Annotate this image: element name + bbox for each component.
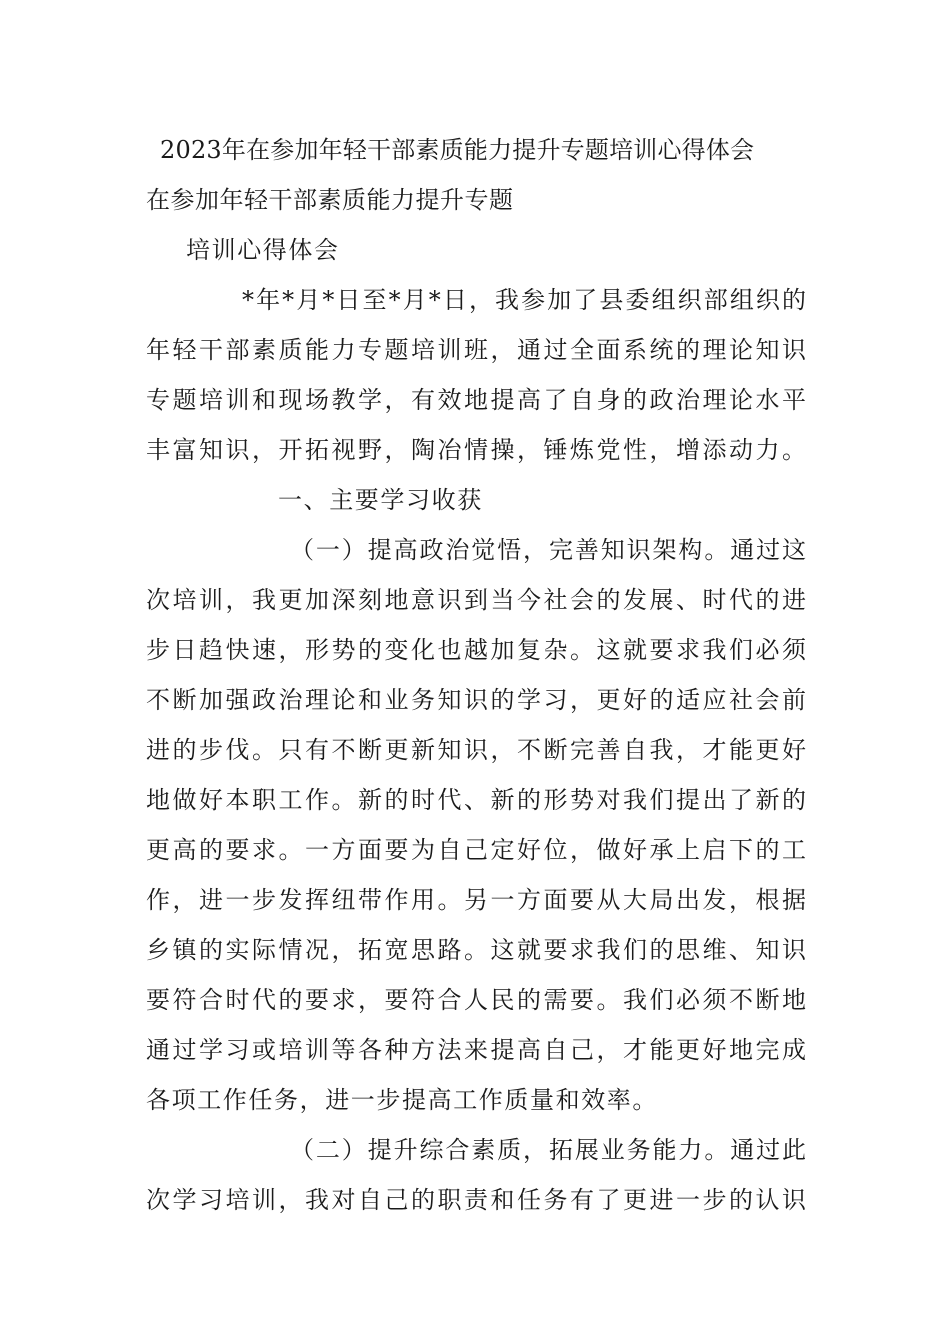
para1-line-5: 进的步伐。只有不断更新知识，不断完善自我，才能更好: [146, 736, 806, 764]
para2-line-2: 次学习培训，我对自己的职责和任务有了更进一步的认识: [146, 1186, 806, 1214]
para1-line-4: 不断加强政治理论和业务知识的学习，更好的适应社会前: [146, 686, 806, 714]
para1-line-9: 乡镇的实际情况，拓宽思路。这就要求我们的思维、知识: [146, 936, 806, 964]
para2-line-1: （二）提升综合素质，拓展业务能力。通过此: [290, 1136, 806, 1164]
para1-line-6: 地做好本职工作。新的时代、新的形势对我们提出了新的: [146, 786, 806, 814]
intro-line-4: 丰富知识，开拓视野，陶冶情操，锤炼党性，增添动力。: [146, 436, 806, 464]
para1-line-8: 作，进一步发挥纽带作用。另一方面要从大局出发，根据: [146, 886, 806, 914]
subtitle-line-1: 在参加年轻干部素质能力提升专题: [146, 186, 514, 214]
para1-line-7: 更高的要求。一方面要为自己定好位，做好承上启下的工: [146, 836, 806, 864]
intro-line-3: 专题培训和现场教学，有效地提高了自身的政治理论水平: [146, 386, 806, 414]
document-title: 2023年在参加年轻干部素质能力提升专题培训心得体会: [160, 136, 755, 164]
para1-line-2: 次培训，我更加深刻地意识到当今社会的发展、时代的进: [146, 586, 806, 614]
para1-line-10: 要符合时代的要求，要符合人民的需要。我们必须不断地: [146, 986, 806, 1014]
para1-line-3: 步日趋快速，形势的变化也越加复杂。这就要求我们必须: [146, 636, 806, 664]
intro-line-1: *年*月*日至*月*日，我参加了县委组织部组织的: [242, 286, 806, 314]
para1-line-1: （一）提高政治觉悟，完善知识架构。通过这: [290, 536, 806, 564]
para1-line-12: 各项工作任务，进一步提高工作质量和效率。: [146, 1086, 658, 1114]
intro-line-2: 年轻干部素质能力专题培训班，通过全面系统的理论知识: [146, 336, 806, 364]
para1-line-11: 通过学习或培训等各种方法来提高自己，才能更好地完成: [146, 1036, 806, 1064]
subtitle-line-2: 培训心得体会: [186, 236, 340, 264]
section-heading: 一、主要学习收获: [278, 486, 483, 514]
